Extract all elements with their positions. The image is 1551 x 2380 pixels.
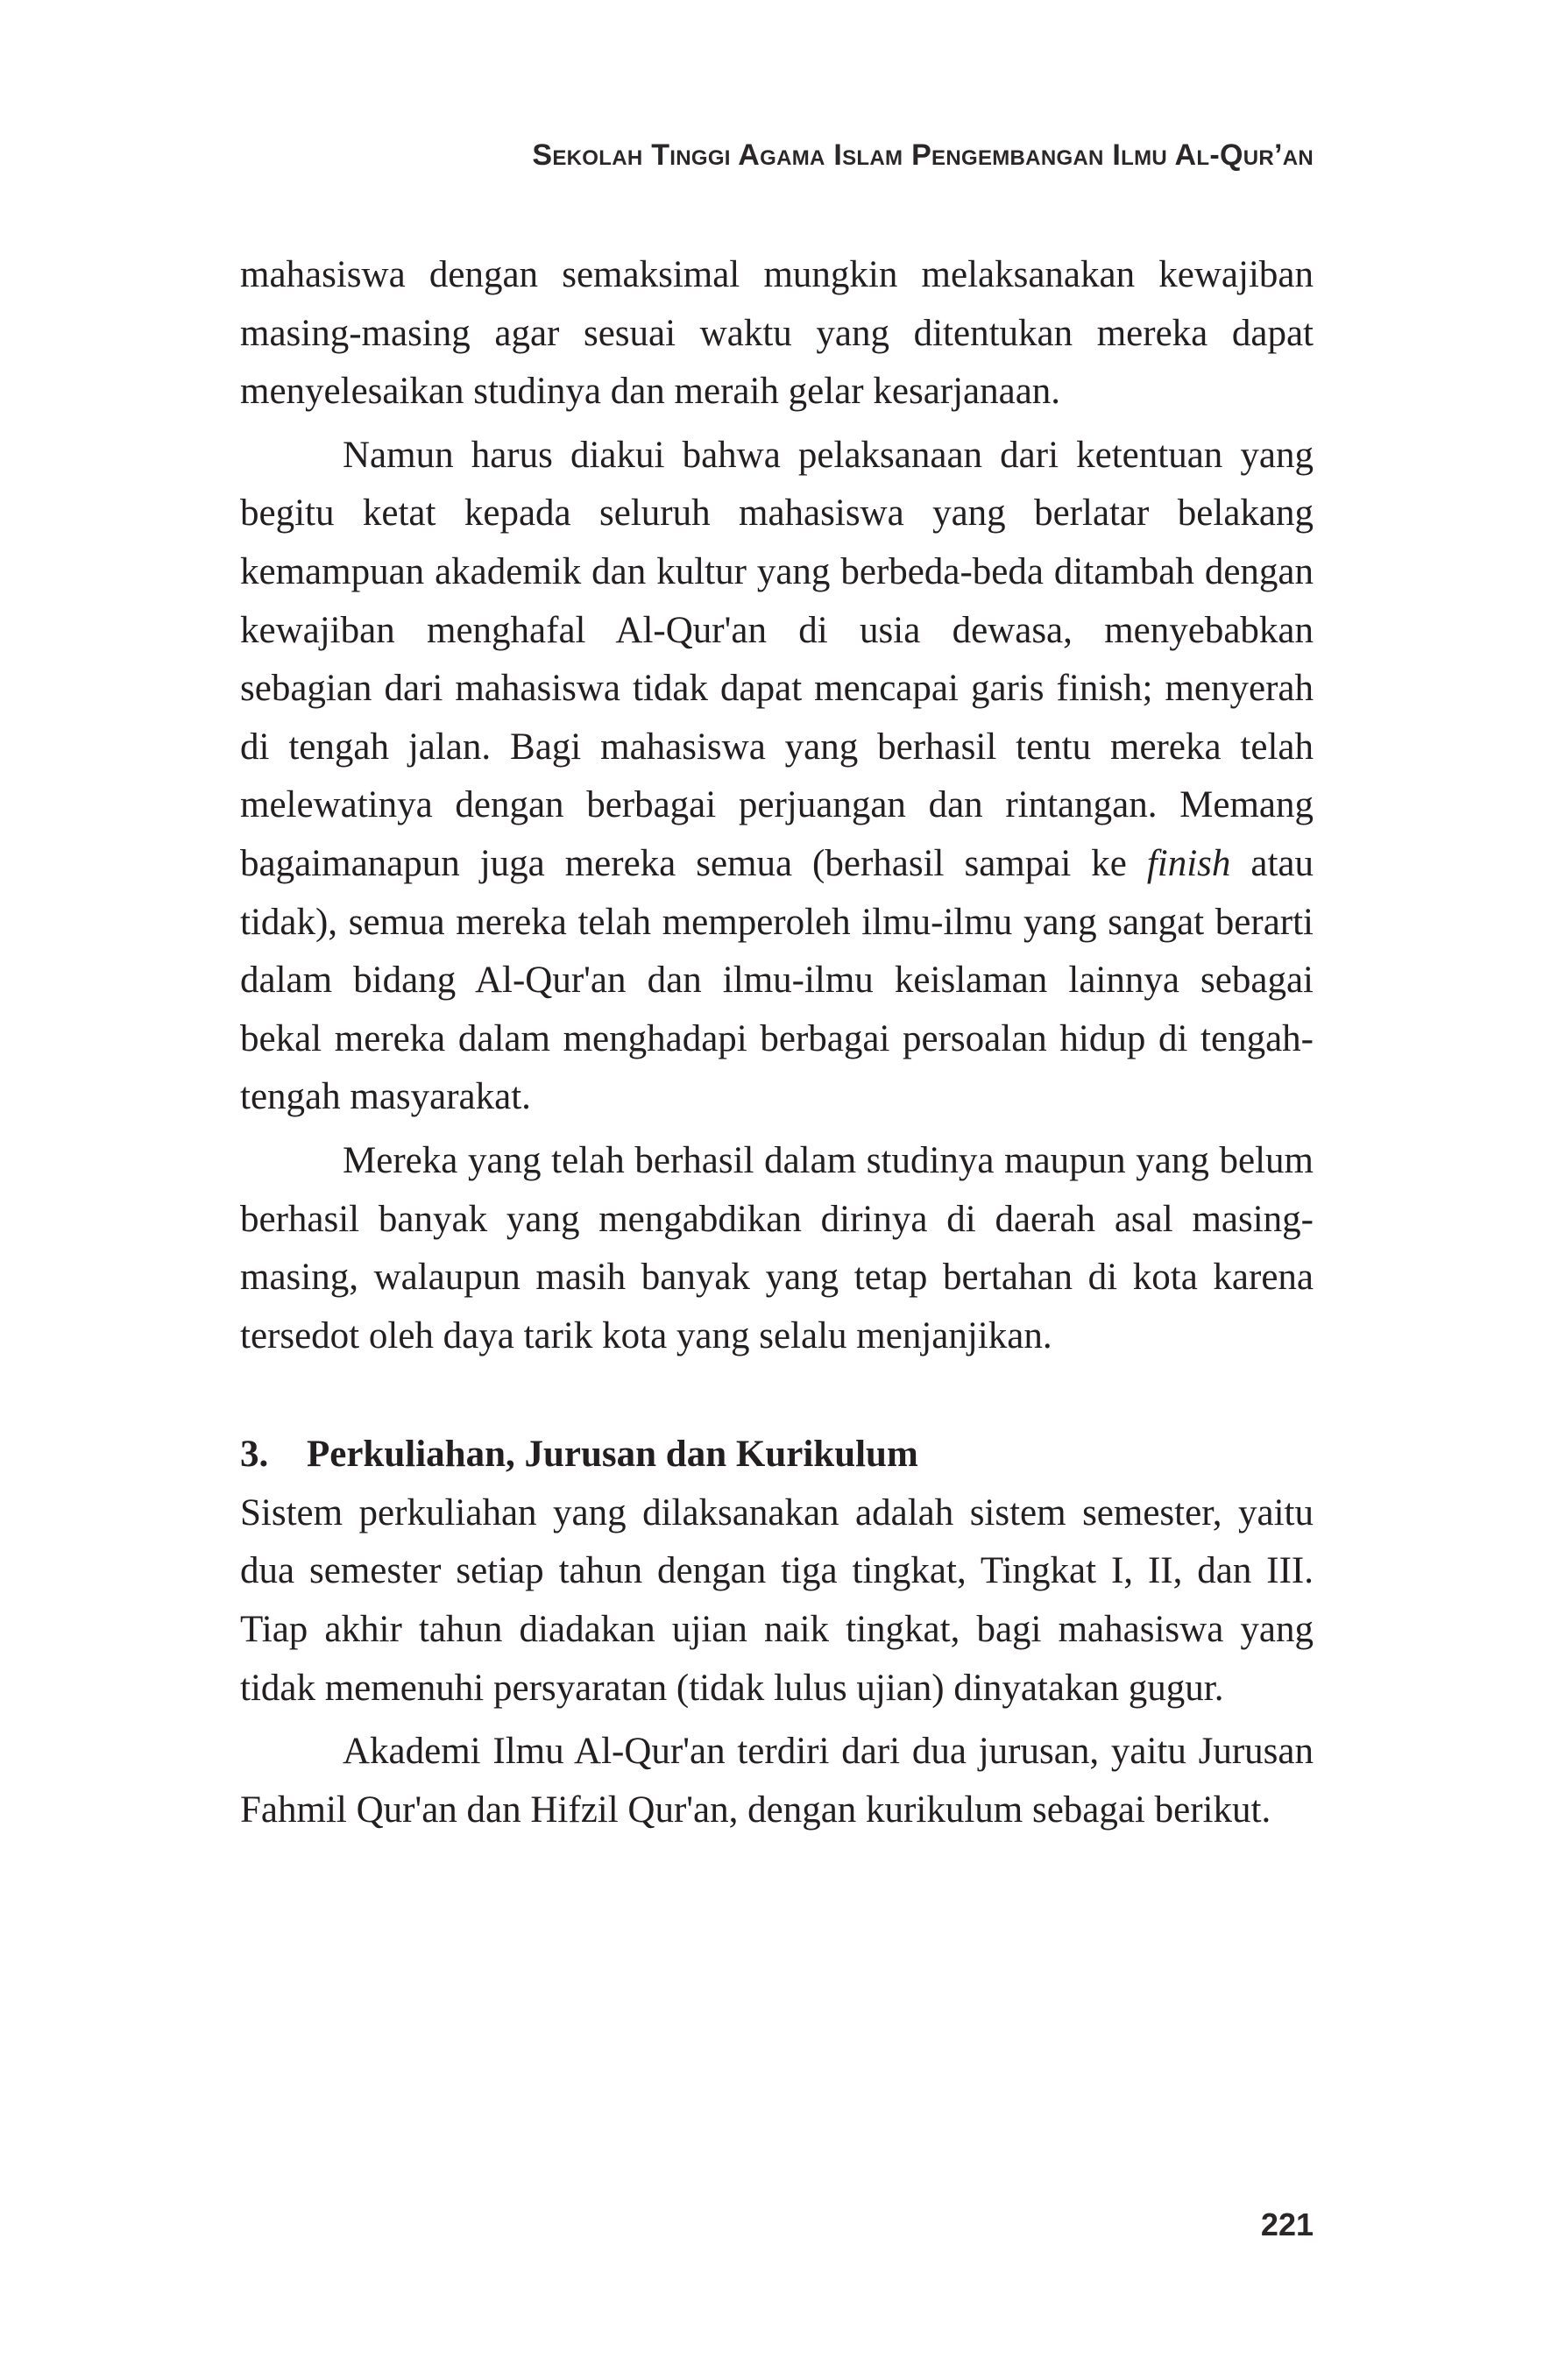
paragraph-namun [240,427,1314,1127]
italic-term-finish: finish [1146,842,1231,884]
section-number: 3. [240,1434,269,1476]
running-header: Sekolah Tinggi Agama Islam Pengembangan Ilmu Al-Qur’an [532,138,1314,172]
paragraph-namun-text-start: Namun harus diakui bahwa pelaksanaan dari ketentuan yang begitu ketat kepada seluruh mahasiswa yang berlatar belakang kemampuan akademik dan kultur yang berbeda-beda ditambah dengan kewajiban menghafal Al-Qur'an di usia dewasa, menyebabkan sebagian dari mahasiswa tidak dapat mencapai garis finish; menyerah di tengah jalan. Bagi mahasiswa yang berhasil tentu mereka telah melewatinya dengan berbagai perjuangan dan rintangan. Memang bagaimanapun juga mereka semua (berhasil sampai ke [240,434,1314,884]
paragraph-namun-text-end: atau tidak), semua mereka telah memperoleh ilmu-ilmu yang sangat berarti dalam bidang Al-Qur'an dan ilmu-ilmu keislaman lainnya sebagai bekal mereka dalam menghadapi berbagai persoalan hidup di tengah-tengah masyarakat. [240,842,1314,1118]
page-number: 221 [1260,2206,1314,2242]
paragraph-sistem-perkuliahan: Sistem perkuliahan yang dilaksanakan adalah sistem semester, yaitu dua semester setiap tahun dengan tiga tingkat, Tingkat I, II, dan III. Tiap akhir tahun diadakan ujian naik tingkat, bagi mahasiswa yang tidak memenuhi persyaratan (tidak lulus ujian) dinyatakan gugur. [240,1491,1314,1709]
page-body [240,246,1314,1839]
section-heading [240,1426,1314,1484]
paragraph-continuation: mahasiswa dengan semaksimal mungkin melaksanakan kewajiban masing-masing agar sesuai waktu yang ditentukan mereka dapat menyelesaikan studinya dan meraih gelar kesarjanaan. [240,254,1314,413]
section-title: Perkuliahan, Jurusan dan Kurikulum [307,1434,918,1476]
paragraph-mereka: Mereka yang telah berhasil dalam studinya maupun yang belum berhasil banyak yang mengabdikan dirinya di daerah asal masing-masing, walaupun masih banyak yang tetap bertahan di kota karena tersedot oleh daya tarik kota yang selalu menjanjikan. [240,1139,1314,1356]
paragraph-akademi: Akademi Ilmu Al-Qur'an terdiri dari dua jurusan, yaitu Jurusan Fahmil Qur'an dan Hifzil Qur'an, dengan kurikulum sebagai berikut. [240,1731,1314,1831]
